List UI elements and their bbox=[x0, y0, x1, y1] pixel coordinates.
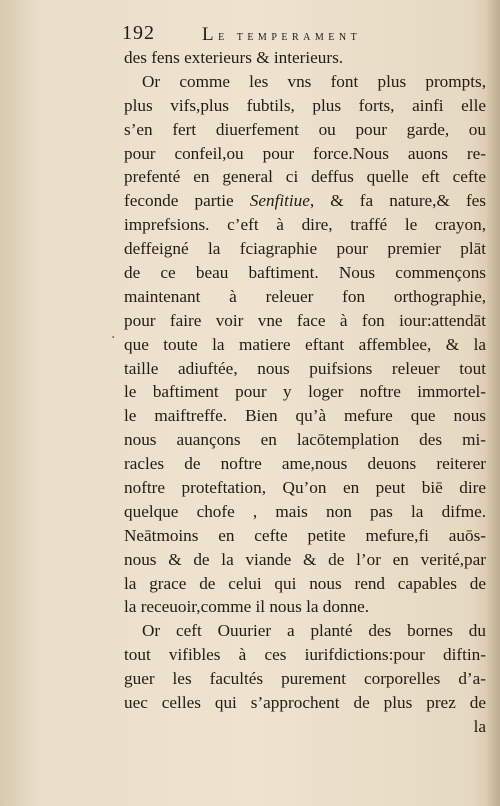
body-text bbox=[124, 46, 486, 739]
text-line bbox=[124, 213, 486, 237]
text-line bbox=[124, 452, 486, 476]
text-line-content: quelque chofe , mais non pas la difme. bbox=[124, 501, 486, 521]
text-line bbox=[124, 70, 486, 94]
text-line-content: pour confeil,ou pour force.Nous auons re- bbox=[124, 143, 486, 163]
text-line bbox=[124, 715, 486, 739]
margin-mark: · bbox=[111, 330, 116, 346]
text-line bbox=[124, 237, 486, 261]
text-line-content: plus vifs,plus fubtils, plus forts, ainfi elle bbox=[124, 95, 486, 115]
text-line-content: nous & de la viande & de l’or en verité,par bbox=[124, 549, 486, 569]
text-line-content: Or ceft Ouurier a planté des bornes du bbox=[142, 621, 486, 641]
page-edge-shadow bbox=[486, 0, 500, 806]
text-line bbox=[124, 309, 486, 333]
text-line bbox=[124, 691, 486, 715]
text-line-content: racles de noftre ame,nous deuons reiterer bbox=[124, 454, 486, 474]
text-line bbox=[124, 643, 486, 667]
text-line-content: tout vifibles à ces iurifdictions:pour diftin- bbox=[124, 645, 486, 665]
text-line-content: maintenant à releuer fon orthographie, bbox=[124, 286, 486, 306]
text-line bbox=[124, 285, 486, 309]
text-line bbox=[124, 357, 486, 381]
text-line-content: la grace de celui qui nous rend capables de bbox=[124, 573, 486, 593]
text-line-content: de ce beau baftiment. Nous commençons bbox=[124, 263, 486, 283]
text-line bbox=[124, 428, 486, 452]
text-line-content: des fens exterieurs & interieurs. bbox=[124, 48, 344, 67]
text-line bbox=[124, 165, 486, 189]
text-line bbox=[124, 380, 486, 404]
text-line bbox=[124, 261, 486, 285]
text-line-content: le maiftreffe. Bien qu’à mefure que nous bbox=[124, 406, 486, 426]
text-line-content: la bbox=[473, 716, 486, 736]
text-line-content: taille adiuftée, nous puifsions releuer tout bbox=[124, 358, 486, 378]
text-line-content: le baftiment pour y loger noftre immortel- bbox=[124, 382, 486, 402]
text-line-content: feconde partie bbox=[124, 191, 234, 211]
text-line-content: noftre proteftation, Qu’on en peut biē dire bbox=[124, 478, 486, 498]
text-line-content: prefenté en general ci deffus quelle eft cefte bbox=[124, 167, 486, 187]
text-line-content: la receuoir,comme il nous la donne. bbox=[124, 597, 370, 617]
text-line-content: pour faire voir vne face à fon iour:attendāt bbox=[124, 310, 486, 330]
text-line bbox=[124, 619, 486, 643]
running-title-initial: L bbox=[202, 24, 219, 45]
text-line-content: imprefsions. c’eft à dire, traffé le crayon, bbox=[124, 215, 486, 235]
text-line-content: nous auançons en lacōtemplation des mi- bbox=[124, 430, 486, 450]
text-line bbox=[124, 548, 486, 572]
text-line bbox=[124, 189, 486, 213]
text-line bbox=[124, 500, 486, 524]
page-number: 192 bbox=[122, 22, 155, 44]
text-line-content: uec celles qui s’approchent de plus prez de bbox=[124, 693, 486, 713]
text-line-content: guer les facultés purement corporelles d’a- bbox=[124, 669, 486, 689]
text-line bbox=[124, 118, 486, 142]
text-line-continuation: , & fa nature,& fes bbox=[309, 191, 486, 211]
text-line-content: Neātmoins en cefte petite mefure,fi auōs- bbox=[124, 525, 486, 545]
running-title-rest: e temperament bbox=[218, 29, 362, 44]
text-line bbox=[124, 333, 486, 357]
text-line bbox=[124, 595, 486, 619]
text-line-content: Or comme les vns font plus prompts, bbox=[142, 71, 486, 91]
text-line-content: deffeigné la fciagraphie pour premier plāt bbox=[124, 239, 486, 259]
italic-term: Senfitiue bbox=[249, 191, 310, 211]
text-line-content: que toute la matiere eftant affemblee, & la bbox=[124, 334, 486, 354]
text-line bbox=[124, 404, 486, 428]
text-line-content: s’en fert diuerfement ou pour garde, ou bbox=[124, 119, 486, 139]
text-line bbox=[124, 667, 486, 691]
text-line bbox=[124, 94, 486, 118]
text-line bbox=[124, 46, 486, 70]
text-line bbox=[124, 476, 486, 500]
text-line bbox=[124, 142, 486, 166]
running-header bbox=[122, 16, 462, 44]
running-title bbox=[202, 24, 361, 46]
text-line bbox=[124, 572, 486, 596]
text-line bbox=[124, 524, 486, 548]
